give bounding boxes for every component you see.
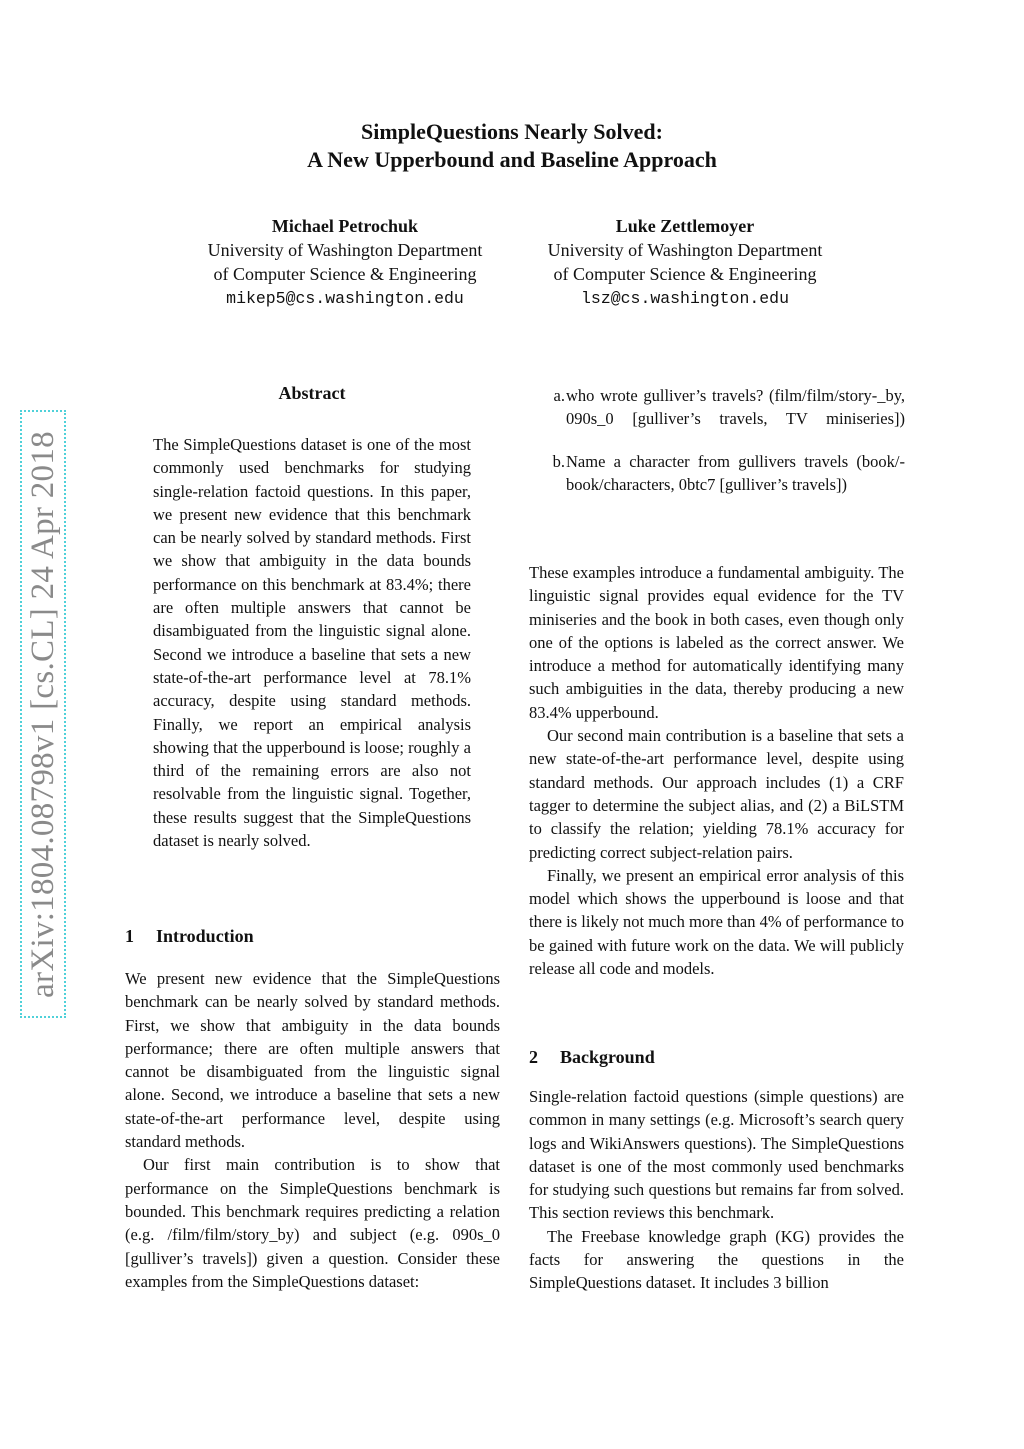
author-name: Michael Petrochuk	[271, 216, 419, 236]
author-email: lsz@cs.washington.edu	[581, 289, 789, 308]
section-title: Background	[560, 1047, 655, 1067]
introduction-body	[125, 967, 500, 1293]
example-line: Name a character from gullivers travels (book/-	[566, 451, 905, 471]
abstract-heading: Abstract	[278, 383, 346, 403]
section-number: 1	[125, 926, 134, 946]
list-label: b.	[552, 451, 565, 471]
list-item	[529, 384, 905, 431]
section-heading-introduction	[125, 926, 254, 947]
paragraph: Our second main contribution is a baseline that sets a new state-of-the-art performance level, despite using standard methods. Our approach includes (1) a CRF tagger to determine the subject alias, and (2) a BiLSTM to classify the relation; yielding 78.1% accuracy for predicting correct subject-relation pairs.	[529, 726, 904, 862]
paragraph: Our first main contribution is to show that performance on the SimpleQuestions benchmark is bounded. This benchmark requires predicting a relation (e.g. /film/film/story_by) and subject (e.g. 090s_0 [gulliver’s travels]) given a question. Consider these examples from the SimpleQuestions dataset:	[125, 1155, 500, 1291]
author-block-2	[515, 214, 855, 311]
paragraph: We present new evidence that the SimpleQuestions benchmark can be nearly solved by standard methods. First, we show that ambiguity in the data bounds performance; there are often multiple answers that cannot be disambiguated from the linguistic signal alone. Second, we introduce a baseline that sets a new state-of-the-art performance level, despite using standard methods.	[125, 969, 500, 1152]
list-item	[529, 450, 905, 497]
author-name: Luke Zettlemoyer	[615, 216, 755, 236]
paragraph: Finally, we present an empirical error analysis of this model which shows the upperbound is loose and that there is likely not much more than 4% of performance to be gained with future work on the data. We will publicly release all code and models.	[529, 865, 904, 979]
title-line-2: A New Upperbound and Baseline Approach	[307, 147, 717, 172]
abstract-text: The SimpleQuestions dataset is one of the most commonly used benchmarks for studying single-relation factoid questions. In this paper, we present new evidence that this benchmark can be nearly solved by standard methods. First we show that ambiguity in the data bounds performance on this benchmark at 83.4%; there are often multiple answers that cannot be disambiguated from the linguistic signal alone. Second we introduce a baseline that sets a new state-of-the-art performance level at 78.1% accuracy, despite using standard methods. Finally, we report an empirical analysis showing that the upperbound is loose; roughly a third of the remaining errors are also not resolvable from the linguistic signal. Together, these results suggest that the SimpleQuestions dataset is nearly solved.	[153, 435, 471, 851]
author-affiliation: of Computer Science & Engineering	[553, 264, 817, 284]
example-text: who wrote gulliver’s travels? (film/film/story-_by, 090s_0 [gulliver’s travels, TV miniseries])	[566, 386, 905, 429]
author-affiliation: University of Washington Department	[207, 240, 483, 260]
examples-list	[529, 384, 905, 496]
paper-title	[0, 118, 1024, 174]
example-line: book/characters, 0btc7 [gulliver’s travels])	[566, 474, 848, 494]
author-affiliation: University of Washington Department	[547, 240, 823, 260]
paragraph: The Freebase knowledge graph (KG) provides the facts for answering the questions in the SimpleQuestions dataset. It includes 3 billion	[529, 1226, 904, 1293]
example-text	[566, 450, 905, 497]
arxiv-stamp	[20, 410, 66, 1018]
section-number: 2	[529, 1047, 538, 1067]
background-body	[529, 1085, 904, 1295]
paragraph: These examples introduce a fundamental ambiguity. The linguistic signal provides equal evidence for the TV miniseries and the book in both cases, even though only one of the options is labeled as the correct answer. We introduce a method for automatically identifying many such ambiguities in the data, thereby producing a new 83.4% upperbound.	[529, 563, 904, 722]
arxiv-identifier: arXiv:1804.08798v1 [cs.CL] 24 Apr 2018	[24, 430, 61, 998]
author-block-1	[175, 214, 515, 311]
author-email: mikep5@cs.washington.edu	[226, 289, 464, 308]
paragraph: Single-relation factoid questions (simple questions) are common in many settings (e.g. Microsoft’s search query logs and WikiAnswers questions). The SimpleQuestions dataset is one of the most commonly used benchmarks for studying such questions but remains far from solved. This section reviews this benchmark.	[529, 1087, 904, 1223]
author-affiliation: of Computer Science & Engineering	[213, 264, 477, 284]
section-heading-background	[529, 1047, 655, 1068]
title-line-1: SimpleQuestions Nearly Solved:	[361, 119, 663, 144]
right-column-body	[529, 561, 904, 980]
list-label: a.	[553, 386, 565, 405]
section-title: Introduction	[156, 926, 254, 946]
